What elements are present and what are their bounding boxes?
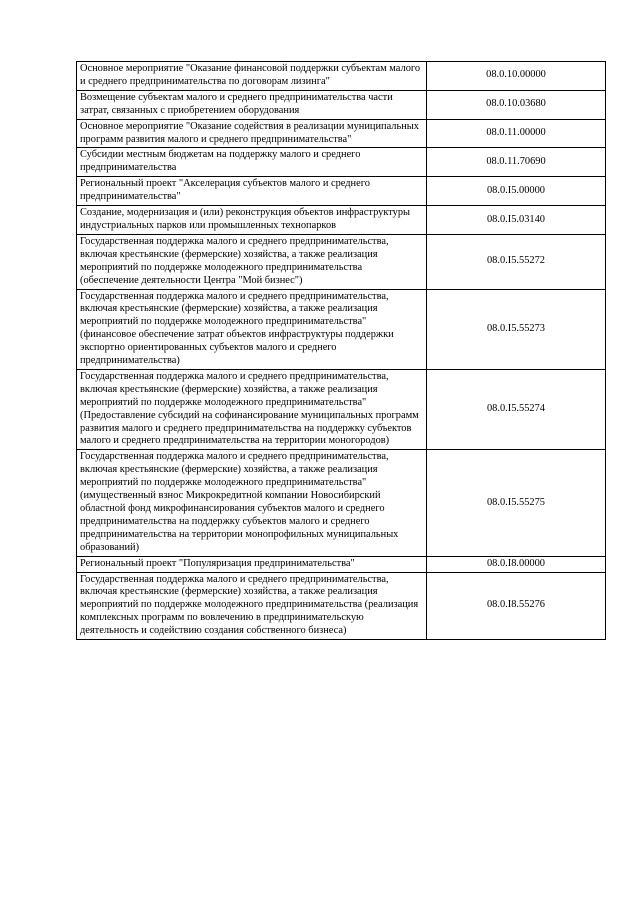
row-code: 08.0.11.00000 <box>427 119 606 148</box>
table-row <box>77 234 606 289</box>
row-code: 08.0.I8.00000 <box>427 556 606 572</box>
table-row <box>77 62 606 91</box>
row-name: Государственная поддержка малого и среднего предпринимательства, включая крестьянские (фермерские) хозяйства, а также реализация мероприятий по поддержке молодежного предпринимательства" (финансовое обеспечение затрат объектов инфраструктуры поддержки экспортно ориентированных субъектов малого и среднего предпринимательства) <box>77 289 427 369</box>
table-row <box>77 177 606 206</box>
table-row <box>77 556 606 572</box>
row-name: Региональный проект "Популяризация предпринимательства" <box>77 556 427 572</box>
table-row <box>77 90 606 119</box>
row-name: Основное мероприятие "Оказание финансовой поддержки субъектам малого и среднего предпринимательства по договорам лизинга" <box>77 62 427 91</box>
row-name: Региональный проект "Акселерация субъектов малого и среднего предпринимательства" <box>77 177 427 206</box>
row-code: 08.0.I8.55276 <box>427 572 606 640</box>
table-row <box>77 572 606 640</box>
row-name: Субсидии местным бюджетам на поддержку малого и среднего предпринимательства <box>77 148 427 177</box>
row-name: Государственная поддержка малого и среднего предпринимательства, включая крестьянские (фермерские) хозяйства, а также реализация мероприятий по поддержке молодежного предпринимательства (обеспечение деятельности Центра "Мой бизнес") <box>77 234 427 289</box>
row-code: 08.0.I5.55272 <box>427 234 606 289</box>
row-code: 08.0.I5.03140 <box>427 206 606 235</box>
row-name: Государственная поддержка малого и среднего предпринимательства, включая крестьянские (фермерские) хозяйства, а также реализация мероприятий по поддержке молодежного предпринимательства" (имущественный взнос Микрокредитной компании Новосибирский областной фонд микрофинансирования субъектов малого и среднего предпринимательства на поддержку субъектов малого и среднего предпринимательства на территории монопрофильных муниципальных образований) <box>77 450 427 556</box>
row-name: Основное мероприятие "Оказание содействия в реализации муниципальных программ развития малого и среднего предпринимательства" <box>77 119 427 148</box>
row-code: 08.0.10.03680 <box>427 90 606 119</box>
row-name: Возмещение субъектам малого и среднего предпринимательства части затрат, связанных с приобретением оборудования <box>77 90 427 119</box>
row-code: 08.0.I5.00000 <box>427 177 606 206</box>
table-row <box>77 206 606 235</box>
table-row <box>77 148 606 177</box>
row-code: 08.0.I5.55275 <box>427 450 606 556</box>
row-code: 08.0.I5.55273 <box>427 289 606 369</box>
table-row <box>77 369 606 449</box>
budget-classification-table <box>76 61 606 640</box>
table-row <box>77 119 606 148</box>
table-row <box>77 450 606 556</box>
table-row <box>77 289 606 369</box>
row-name: Государственная поддержка малого и среднего предпринимательства, включая крестьянские (фермерские) хозяйства, а также реализация мероприятий по поддержке молодежного предпринимательства" (Предоставление субсидий на софинансирование муниципальных программ развития малого и среднего предпринимательства на поддержку субъектов малого и среднего предпринимательства на территории моногородов) <box>77 369 427 449</box>
row-name: Государственная поддержка малого и среднего предпринимательства, включая крестьянские (фермерские) хозяйства, а также реализация мероприятий по поддержке молодежного предпринимательства (реализация комплексных программ по вовлечению в предпринимательскую деятельность и содействию создания собственного бизнеса) <box>77 572 427 640</box>
row-name: Создание, модернизация и (или) реконструкция объектов инфраструктуры индустриальных парков или промышленных технопарков <box>77 206 427 235</box>
row-code: 08.0.I5.55274 <box>427 369 606 449</box>
row-code: 08.0.11.70690 <box>427 148 606 177</box>
row-code: 08.0.10.00000 <box>427 62 606 91</box>
